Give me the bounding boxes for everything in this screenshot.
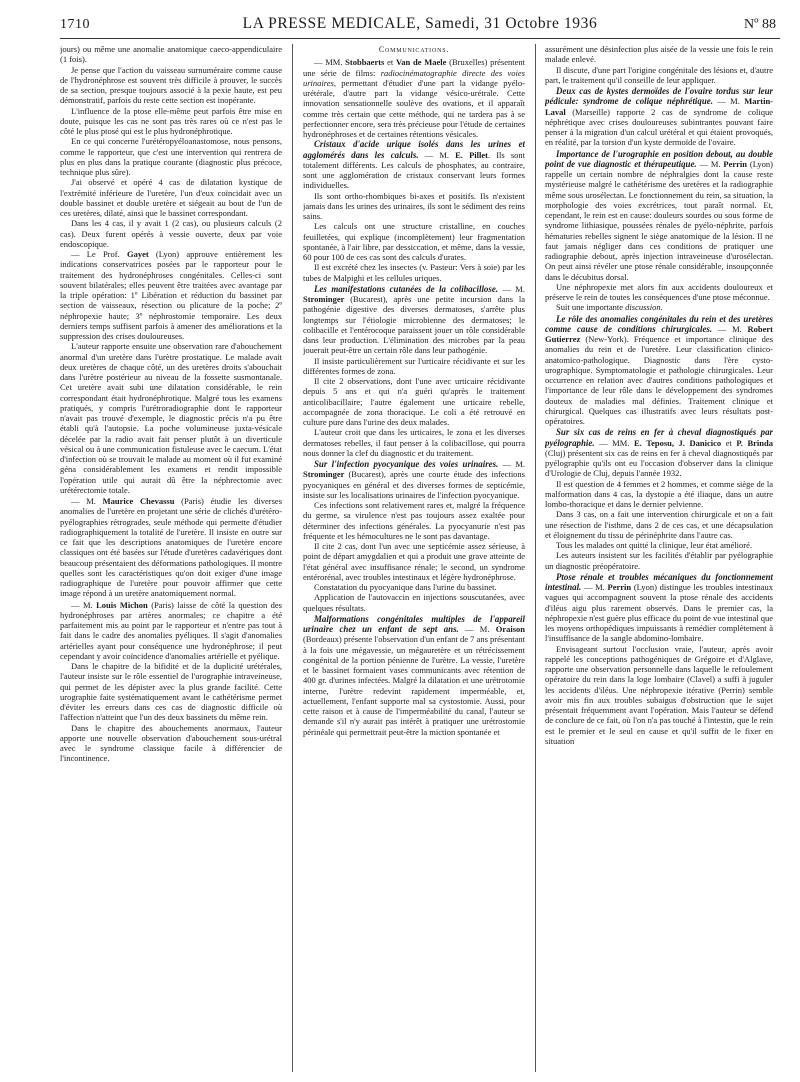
- author-name: Perrin: [607, 582, 632, 592]
- paragraph: — M. Louis Michon (Paris) laisse de côté la question des hydronéphroses par artères anormales; ce chapitre a été parfaitement mis au point par le rapporteur et n'entre pas tout à fait dans le cadre des anomalies pyéliques. Il s'agit d'anomalies artérielles ayant pour conséquence une hydronéphrose; il peut cependant y avoir coïncidence d'anomalies artérielle et pyélique.: [60, 599, 282, 661]
- paragraph: Il cite 2 observations, dont l'une avec urticaire récidivante depuis 5 ans et qui n'a guéri qu'après le traitement anticolibacillaire; l'autre également une urticaire rebelle, accompagnée de zona thoracique. Le coli a été retrouvé en culture pure dans l'urine des deux malades.: [303, 376, 525, 427]
- paragraph: Constatation du pyocyanique dans l'urine du bassinet.: [314, 582, 497, 592]
- paragraph: Suit une importante discussion.: [556, 302, 663, 313]
- paragraph: Importance de l'urographie en position debout, au double point de vue diagnostic et thérapeutique. — M. Perrin (Lyon) rappelle un certain nombre de néphralgies dont la cause reste mystérieuse malgré le cathétérisme des uretères et la radiographie même sous urosélectan. Le fonctionnement du rein, sa situation, la morphologie des voies excrétrices, tout paraît normal. Et, cependant, le rein est en cause: douleurs sourdes ou sous forme de syndrome lithiasique, poussées rénales de pyélo-néphrite, parfois hématuries rebelles signent le siège anatomique de la lésion. Il ne faut jamais négliger dans ces conditions de pratiquer une radiographie debout, après injection intraveineuse d'urosélectan. On peut ainsi révéler une ptose rénale considérable, insoupçonnée dans le décubitus dorsal.: [545, 148, 773, 282]
- author-name: Maurice Chevassu: [102, 496, 175, 506]
- author-name: Stobbaerts: [345, 57, 385, 68]
- paragraph: — M. Maurice Chevassu (Paris) étudie les diverses anomalies de l'uretère en projetant une série de clichés d'urétéro-pyélographies rétrogrades, seule méthode qui permette d'étudier radiographiquement la totalité de l'uretère. Il insiste en outre sur ce fait que les descriptions anatomiques de l'uretère encore classiques ont été basées sur l'étude d'uretères cadavériques dont beaucoup présentaient des déformations pathologiques. Il montre quelles sont les caractéristiques qu'on doit exiger d'une image radiographique de l'uretère pour pouvoir affirmer que cette image répond à un uretère anatomiquement normal.: [60, 496, 282, 599]
- paragraph: Sur l'infection pyocyanique des voies urinaires. — M. Strominger (Bucarest), après une courte étude des infections pyocyaniques en général et des diverses formes de septicémie, insiste sur les localisations urinaires de l'infection pyocyanique.: [303, 459, 525, 500]
- article-heading: Malformations congénitales multiples de l'appareil urinaire chez un enfant de sept ans.: [303, 613, 525, 634]
- paragraph: Il cite 2 cas, dont l'un avec une septicémie assez sérieuse, à point de départ amygdalien et qui a produit une grave atteinte de l'état général avec insuffisance rénale; le second, un syndrome entérorénal, avec troubles intestinaux et légère hydronéphrose.: [303, 541, 525, 582]
- author-name: Strominger: [303, 469, 345, 480]
- author-name: Louis Michon: [96, 599, 148, 610]
- paragraph: — MM. Stobbaerts et Van de Maele (Bruxelles) présentent une série de films: radiocinématographie directe des voies urinaires, permettant d'étudier d'une part la vidange pyélo-urétérale, d'autre part la vidange vésico-urétrale. Cette innovation sensationnelle soulève des ovations, et il apparaît comme très certain que cette méthode, qui ne tardera pas à se perfectionner encore, sera très précieuse pour l'étude de certaines hydronéphroses et de certaines rétentions vésicales.: [303, 57, 525, 139]
- paragraph: Deux cas de kystes dermoïdes de l'ovaire tordus sur leur pédicule: syndrome de colique néphrétique. — M. Martin-Laval (Marseille) rapporte 2 cas de syndrome de colique néphrétique avec crises douloureuses subintrantes pouvant faire penser à la migration d'un calcul urétéral et qui étaient provoqués, en réalité, par la torsion d'un kyste dermoïde de l'ovaire.: [545, 86, 773, 148]
- paragraph: Dans le chapitre de la bifidité et de la duplicité urétérales, l'auteur insiste sur le rôle essentiel de l'urographie intraveineuse, qui permet de les dépister avec la plus grande facilité. Cette urographie faite systématiquement avant le cathétérisme permet d'éviter les erreurs dans ces cas de diagnostic difficile où l'affection n'atteint que l'un des deux bassinets du même rein.: [60, 661, 282, 723]
- author-name: Martin-Laval: [545, 96, 773, 117]
- paragraph: Sur six cas de reins en fer à cheval diagnostiqués par pyélographie. — MM. E. Teposu, J. Danicico et P. Brinda (Cluj) présentent six cas de reins en fer à cheval diagnostiqués par pyélographie qu'ils ont eu l'occasion d'observer dans la clinique d'Urologie de Cluj, depuis l'année 1932.: [545, 427, 773, 479]
- paragraph: Ptose rénale et troubles mécaniques du fonctionnement intestinal. — M. Perrin (Lyon) distingue les troubles intestinaux vagues qui accompagnent souvent la ptose rénale des accidents d'iléus aigu plus rarement observés. Dans le premier cas, la néphropexie n'est guère plus efficace du point de vue intestinal que les moyens orthopédiques impuissants à remédier complètement à l'insuffisance de la sangle abdomino-lombaire.: [545, 571, 773, 644]
- page-header: [60, 8, 780, 40]
- article-heading: Sur l'infection pyocyanique des voies urinaires.: [314, 459, 499, 469]
- author-name: Strominger: [303, 294, 345, 304]
- paragraph: En ce qui concerne l'urétéropyéloanastomose, nous pensons, comme le rapporteur, que c'est une intervention qui rentrera de plus en plus dans la pratique courante (diagnostic plus précoce, technique plus sûre).: [60, 136, 282, 177]
- paragraph: Ils sont ortho-rhombiques bi-axes et positifs. Ils n'existent jamais dans les urines des urinaires, ils sont le sédiment des reins sains.: [303, 190, 525, 221]
- column-divider-1: [292, 44, 293, 1072]
- column-1: [60, 44, 282, 1074]
- author-name: E. Pillet: [455, 149, 488, 160]
- header-rule: [60, 38, 780, 39]
- paragraph: Il est question de 4 femmes et 2 hommes, et comme siège de la malformation dans 4 cas, la dystopie a été iliaque, dans un autre lombo-thoracique et dans le dernier pelvienne.: [545, 478, 773, 509]
- author-name: Van de Maele: [395, 57, 447, 68]
- paragraph: Ces infections sont relativement rares et, malgré la fréquence du germe, sa virulence n'est pas toujours assez exaltée pour déterminer des infections générales. La pyocyanurie n'est pas fréquente et les hémocultures ne le sont pas davantage.: [303, 500, 525, 541]
- column-2: [303, 44, 525, 1074]
- paragraph: L'auteur croit que dans les urticaires, le zona et les diverses dermatoses rebelles, il faut penser à la colibacillose, qui pourra nous donner la clef du diagnostic et du traitement.: [303, 427, 525, 458]
- paragraph: Il discute, d'une part l'origine congénitale des lésions et, d'autre part, le traitement qu'il conseille de leur appliquer.: [545, 64, 773, 85]
- paragraph: Il est excrété chez les insectes (v. Pasteur: Vers à soie) par les tubes de Malpighi et les cellules uriques.: [303, 262, 525, 283]
- paragraph: L'auteur rapporte ensuite une observation rare d'abouchement anormal d'un uretère dans l'urètre prostatique. Le malade avait deux uretères de chaque côté, un des uretères droits s'abouchait dans l'urètre postérieur au niveau de la fossette susmontanale. Cet uretère avait subi une dilatation considérable, le rein correspondant était hydronéphrotique. Malgré tous les examens pratiqués, y compris l'urétroradiographie dont le rapporteur n'avait pas trouvé d'exemple, le diagnostic précis n'a pu être établi qu'à l'autopsie. La poche volumineuse juxta-vésicale décelée par la radio avait fait penser plutôt à un diverticule vésical ou à une communication fistuleuse avec le caecum. L'état d'infection où se trouvait le malade au moment où il fut examiné géna considérablement les examens et rendit impossible l'opération utile qui aurait dû être la néphrectomie avec urétérectomie totale.: [60, 341, 282, 495]
- author-name: E. Teposu, J. Danicico: [633, 437, 722, 448]
- paragraph: jours) ou même une anomalie anatomique caeco-appendiculaire (1 fois).: [60, 44, 282, 65]
- section-heading: Communications.: [378, 45, 450, 54]
- paragraph: Il insiste particulièrement sur l'urticaire récidivante et sur les différentes formes de zona.: [303, 355, 525, 376]
- author-name: Perrin: [723, 158, 747, 169]
- paragraph: Dans les 4 cas, il y avait 1 (2 cas), ou plusieurs calculs (2 cas). Deux furent opérés à vessie ouverte, deux par voie endoscopique.: [60, 218, 282, 249]
- paragraph: Cristaux d'acide urique isolés dans les urines et agglomérés dans les calculs. — M. E. Pillet. Ils sont totalement différents. Les calculs de phosphates, au contraire, sont une agglomération de cristaux conservant leurs formes individuelles.: [303, 139, 525, 191]
- author-name: Gayet: [126, 249, 149, 259]
- article-heading: Sur six cas de reins en fer à cheval diagnostiqués par pyélographie.: [545, 427, 773, 448]
- paragraph: Application de l'autovaccin en injections souscutanées, avec quelques résultats.: [303, 592, 525, 613]
- paragraph: Je pense que l'action du vaisseau surnuméraire comme cause de l'hydronéphrose est souvent très difficile à prouver, le succès de sa section, presque toujours associé à la pexie haute, est peu démonstratif, parfois du reste cette section est inopérante.: [60, 64, 282, 106]
- paragraph: Dans le chapitre des abouchements anormaux, l'auteur apporte une nouvelle observation d'abouchement sous-urétral avec le syndrome classique facile à différencier de l'incontinence.: [60, 722, 282, 764]
- article-heading: Les manifestations cutanées de la colibacillose.: [314, 283, 498, 294]
- paragraph: Les calculs ont une structure cristalline, en couches feuilletées, qui explique (incomplètement) leur fragmentation spontanée, à l'air libre, par dessiccation, et même, dans la vessie, 60 pour 100 de ces cas sont des calculs d'urates.: [303, 221, 525, 262]
- paragraph: Tous les malades ont quitté la clinique, leur état amélioré.: [556, 540, 753, 550]
- article-heading: Deux cas de kystes dermoïdes de l'ovaire tordus sur leur pédicule: syndrome de colique néphrétique.: [545, 86, 773, 107]
- page-number: 1710: [60, 17, 90, 32]
- paragraph: Les manifestations cutanées de la colibacillose. — M. Strominger (Bucarest), après une petite incursion dans la pathogénie digestive des diverses dermatoses, s'arrête plus longtemps sur l'étiologie microbienne des dermatoses; le colibacille et l'entérocoque paraissent jouer un rôle considérable dans leur production. L'élimination des microbes par la peau jouerait peut-être un certain rôle dans leur pathogénie.: [303, 283, 525, 356]
- running-title: LA PRESSE MEDICALE, Samedi, 31 Octobre 1936: [242, 15, 598, 32]
- paragraph: Dans 3 cas, on a fait une intervention chirurgicale et on a fait une résection de l'isthme, dans 2 de ces cas, et une décapsulation et éloignement du tissu de périnéphrite dans l'autre cas.: [545, 509, 773, 540]
- author-name: Oraison: [495, 624, 525, 634]
- article-heading: Ptose rénale et troubles mécaniques du fonctionnement intestinal.: [545, 571, 773, 592]
- paragraph: L'influence de la ptose elle-même peut parfois être mise en doute, puisque les cas ne sont pas très rares où ce n'est pas le côté le plus ptosé qui est le plus hydronéphrotique.: [60, 105, 282, 136]
- paragraph: Une néphropexie met alors fin aux accidents douloureux et préserve le rein de toutes les conséquences d'une ptose méconnue.: [545, 281, 773, 302]
- paragraph: assurément une désinfection plus aisée de la vessie une fois le rein malade enlevé.: [545, 44, 773, 65]
- paragraph: J'ai observé et opéré 4 cas de dilatation kystique de l'extrémité inférieure de l'uretère, l'un d'eux coïncidait avec un double bassinet et double uretère et siégeait au bout de l'un de ces uretères, dilaté, ainsi que le bassinet correspondant.: [60, 177, 282, 218]
- issue-number: Nº 88: [744, 17, 776, 32]
- paragraph: — Le Prof. Gayet (Lyon) approuve entièrement les indications conservatrices posées par le rapporteur pour le traitement des hydronéphroses congénitales. Celles-ci sont souvent bilatérales; elles peuvent être traitées avec avantage par la triple opération: 1º Libération et réduction du bassinet par section de vaisseaux, résection ou plicature de la poche; 2º néphropexie haute; 3º néphrostomie temporaire. Les deux derniers temps suffisent parfois à amener des améliorations et la suppression des crises douloureuses.: [60, 249, 282, 341]
- author-name: P. Brinda: [736, 437, 773, 448]
- paragraph: Malformations congénitales multiples de l'appareil urinaire chez un enfant de sept ans. — M. Oraison (Bordeaux) présente l'observation d'un enfant de 7 ans présentant à la fois une mégavessie, un mégauretère et un rétrécissement congénital de la portion pénienne de l'urètre. La vessie, l'uretère et le bassinet formaient vases communicants avec rétention de 400 gr. d'urines infectées. Malgré la dilatation et une urétrotomie interne, l'urètre redevint rapidement imperméable, et, actuellement, l'enfant supporte mal sa cystostomie. Aussi, pour cette raison et à cause de l'imperméabilité du canal, l'auteur se demande s'il n'y aurait pas intérêt à pratiquer une urétrostomie périnéale qui permettrait peut-être la miction spontanée et: [303, 613, 525, 737]
- paragraph: Les auteurs insistent sur les facilités d'établir par pyélographie un diagnostic préopératoire.: [545, 550, 773, 571]
- article-heading: Le rôle des anomalies congénitales du rein et des uretères comme cause de conditions chirurgicales.: [545, 313, 773, 334]
- paragraph: Le rôle des anomalies congénitales du rein et des uretères comme cause de conditions chirurgicales. — M. Robert Gutierrez (New-York). Fréquence et importance clinique des anomalies du rein et de l'uretère. Leur classification clinico-anatomico-pathologique. Diagnostic dans l'ère cysto-urographique. Symptomatologie et pathologie chirurgicales. Leur occurrence en relation avec d'autres conditions pathologiques et l'importance de leur rôle dans le développement des syndromes douteux de maladies mal définies. Traitement clinique et chirurgical. Quelques cas illustratifs avec leurs résultats post-opératoires.: [545, 313, 773, 426]
- article-heading: Importance de l'urographie en position debout, au double point de vue diagnostic et thérapeutique.: [545, 148, 773, 169]
- paragraph: Envisageant surtout l'occlusion vraie, l'auteur, après avoir rappelé les conceptions pathogéniques de Grégoire et d'Alglave, rapporte une observation personnelle dans laquelle le refoulement opératoire du rein dans la loge lombaire (Clavel) a suffi à juguler les accidents d'iléus. Une néphropexie itérative (Perrin) semble avoir mis fin aux troubles subaigus d'obstruction que le sujet présentait fréquemment avant l'opération. Mais l'auteur se défend de conclure de ce fait, où l'on n'a pas touché à l'intestin, que le rein est le premier et le seul en cause et qu'il suffit de le fixer en situation: [545, 643, 773, 746]
- article-heading: Cristaux d'acide urique isolés dans les urines et agglomérés dans les calculs.: [303, 139, 525, 160]
- column-divider-2: [535, 44, 536, 1072]
- author-name: Robert Gutierrez: [545, 323, 773, 344]
- column-3: [545, 44, 773, 1074]
